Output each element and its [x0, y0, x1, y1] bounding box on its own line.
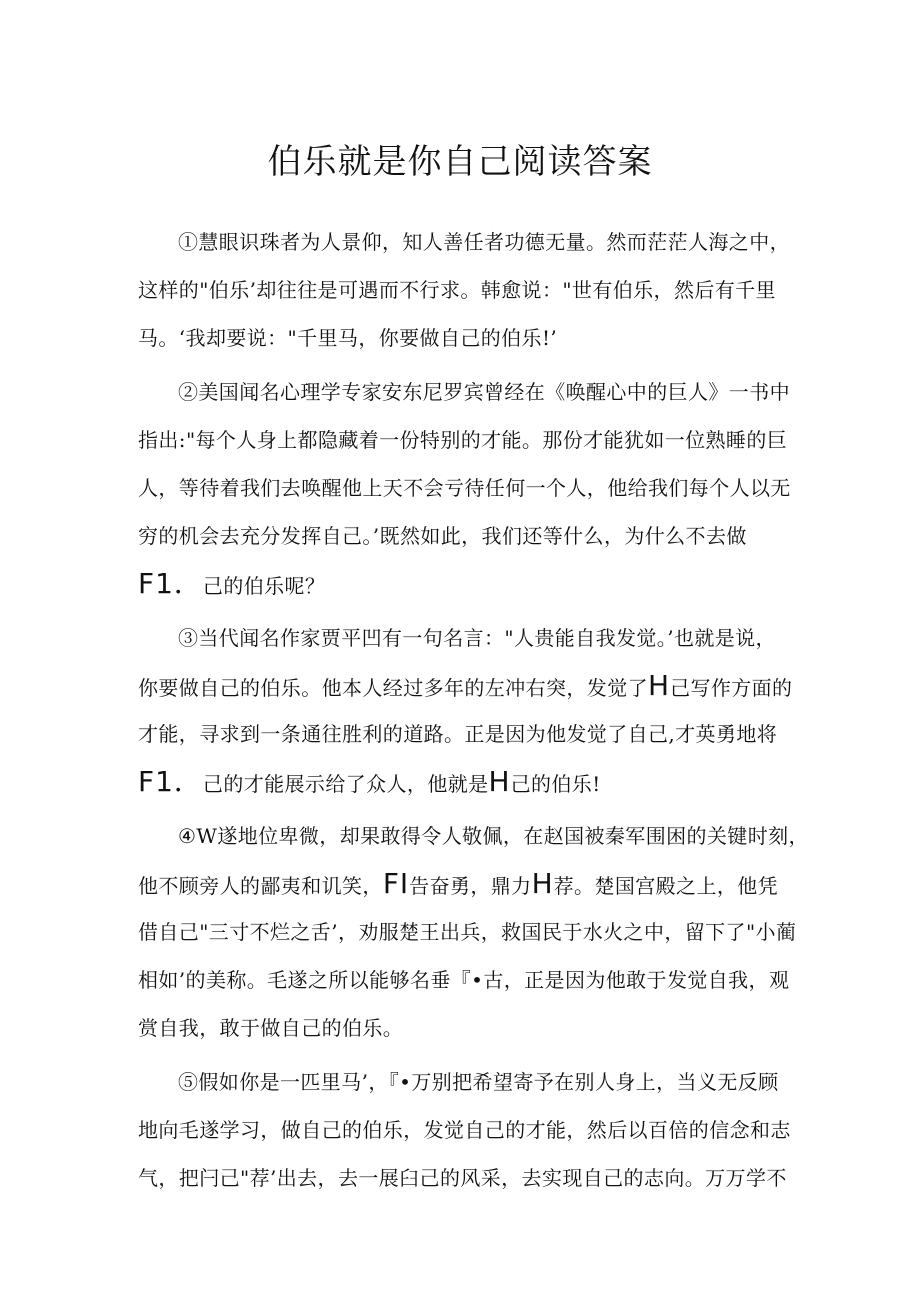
- text-line: [138, 314, 557, 362]
- paragraph-3-line-2b: 己写作方面的: [670, 676, 793, 700]
- ocr-glyph-h: H: [531, 867, 554, 900]
- ocr-glyph-f1: F1．: [138, 765, 203, 798]
- text-line: [178, 1058, 779, 1106]
- text-line: [138, 710, 777, 758]
- paragraph-3-line-4a: 己的才能展示给了众人，他就是: [202, 772, 489, 796]
- paragraph-4-marker: ④: [178, 824, 197, 848]
- paragraph-5-line-3: 气，把闩己"荐’出去，去一展臼己的风采，去实现自己的志向。万万学不: [138, 1166, 787, 1190]
- paragraph-3-line-3: 才能，寻求到一条通往胜利的道路。正是因为他发觉了自己,才英勇地将: [138, 722, 778, 746]
- paragraph-2-line-1: ②美国闻名心理学专家安东尼罗宾曾经在《唤醒心中的巨人》一书中: [178, 380, 790, 404]
- paragraph-4-line-2a: 他不顾旁人的鄙夷和讥笑，: [138, 874, 383, 898]
- text-line: [138, 908, 796, 956]
- text-line: [138, 662, 792, 710]
- paragraph-4-line-3: 借自己"三寸不烂之舌’，劝服楚王出兵，救国民于水火之中，留下了"小蔺: [138, 920, 797, 944]
- text-line: [138, 512, 747, 560]
- ocr-glyph-h: H: [488, 765, 511, 798]
- text-line: [138, 464, 791, 512]
- paragraph-5-line-1: ⑤假如你是一匹里马’，『•万别把希望寄予在别人身上，当义无反顾: [178, 1070, 779, 1094]
- text-line: [138, 560, 325, 608]
- paragraph-4-line-1: 遂地位卑微，却果敢得令人敬佩，在赵国被秦军围困的关键时刻，: [217, 824, 809, 848]
- paragraph-1-line-3: 马。‘我却要说："千里马，你要做自己的伯乐!’: [138, 326, 558, 350]
- text-line: [138, 956, 789, 1004]
- paragraph-4-line-4: 相如’的美称。毛遂之所以能够名垂『•古，正是因为他敢于发觉自我，观: [138, 968, 790, 992]
- ocr-glyph-w: W: [196, 824, 218, 848]
- text-line: [178, 368, 790, 416]
- paragraph-4-line-2c: 荐。楚国宫殿之上，他凭: [553, 874, 779, 898]
- text-line: [138, 266, 776, 314]
- text-line: [138, 1154, 787, 1202]
- paragraph-2-line-5: 己的伯乐呢？: [202, 574, 326, 598]
- paragraph-3-line-2a: 你要做自己的伯乐。他本人经过多年的左冲右突，发觉了: [138, 676, 648, 700]
- paragraph-2-line-4: 穷的机会去充分发挥自己。’既然如此，我们还等什么，为什么不去做: [138, 524, 747, 548]
- paragraph-3-line-4b: 己的伯乐!: [510, 772, 601, 796]
- text-line: [138, 1004, 403, 1052]
- paragraph-5-line-2: 地向毛遂学习，做自己的伯乐，发觉自己的才能，然后以百倍的信念和志: [138, 1118, 791, 1142]
- ocr-glyph-f1: F1．: [138, 567, 203, 600]
- text-line: [178, 614, 776, 662]
- text-line: [178, 218, 790, 266]
- page-title: 伯乐就是你自己阅读答案: [267, 142, 653, 182]
- paragraph-1-line-1: ①慧眼识珠者为人景仰，知人善任者功德无量。然而茫茫人海之中，: [178, 230, 790, 254]
- text-line: [138, 1106, 791, 1154]
- text-line: [138, 758, 601, 806]
- ocr-glyph-fi: FI: [382, 867, 410, 900]
- text-line: [178, 812, 809, 860]
- text-line: [138, 416, 787, 464]
- ocr-glyph-h: H: [648, 669, 671, 702]
- paragraph-4-line-2b: 告奋勇，鼎力: [409, 874, 532, 898]
- paragraph-2-line-3: 人，等待着我们去唤醒他上天不会亏待任何一个人，他给我们每个人以无: [138, 476, 791, 500]
- text-line: [138, 860, 778, 908]
- paragraph-2-line-2: 指出:"每个人身上都隐藏着一份特别的才能。那份才能犹如一位熟睡的巨: [138, 428, 788, 452]
- paragraph-1-line-2: 这样的"伯乐’却往往是可遇而不行求。韩愈说："世有伯乐，然后有千里: [138, 278, 776, 302]
- paragraph-4-line-5: 赏自我，敢于做自己的伯乐。: [138, 1016, 404, 1040]
- paragraph-3-line-1: ③当代闻名作家贾平凹有一句名言："人贵能自我发觉。’也就是说，: [178, 626, 776, 650]
